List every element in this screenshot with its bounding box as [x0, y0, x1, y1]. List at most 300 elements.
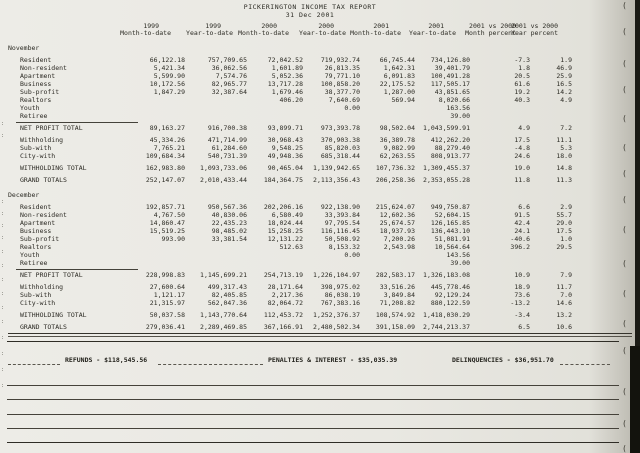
cell-value: 279,036.41 [145, 323, 185, 331]
cell-value: 412,262.20 [430, 136, 470, 144]
cell-value: 3,849.84 [383, 291, 415, 299]
cell-value: 7,765.21 [153, 144, 185, 152]
cell-value: 98,502.04 [379, 124, 415, 132]
scan-mark: ( [622, 143, 627, 152]
cell-value: 1,139,942.65 [313, 164, 360, 172]
cell-value: 1,121.17 [153, 291, 185, 299]
cell-value: 2,744,213.37 [423, 323, 470, 331]
scan-rule-line [8, 333, 632, 337]
cell-value: 39.00 [450, 259, 470, 267]
table-row [0, 323, 640, 331]
scan-mark: ( [622, 319, 627, 328]
cell-value: 29.5 [556, 243, 572, 251]
cell-value: 406.20 [279, 96, 303, 104]
cell-value: 367,166.91 [263, 323, 303, 331]
scan-mark: ( [622, 85, 627, 94]
cell-value: 38,377.70 [324, 88, 360, 96]
scan-mark: ( [622, 59, 627, 68]
cell-value: 62,263.55 [379, 152, 415, 160]
cell-value: 808,913.77 [430, 152, 470, 160]
penalties-interest-total: PENALTIES & INTEREST - $35,035.39 [268, 356, 398, 364]
cell-value: 950,567.36 [207, 203, 247, 211]
cell-value: 29.0 [556, 219, 572, 227]
cell-value: 6.6 [518, 203, 530, 211]
table-row [0, 112, 640, 120]
scan-mark: ( [622, 259, 627, 268]
cell-value: 14.2 [556, 88, 572, 96]
scan-mark: : [1, 199, 5, 205]
cell-value: 1.9 [560, 56, 572, 64]
cell-value: 55.7 [556, 211, 572, 219]
cell-value: 1,601.89 [271, 64, 303, 72]
cell-value: 33,381.54 [211, 235, 247, 243]
cell-value: 93,899.71 [267, 124, 303, 132]
cell-value: 73.6 [514, 291, 530, 299]
column-sub-header: Year-to-date [409, 29, 456, 37]
cell-value: -7.3 [514, 56, 530, 64]
table-row [0, 251, 640, 259]
cell-value: 5.3 [560, 144, 572, 152]
cell-value: 1,093,733.06 [200, 164, 247, 172]
row-label: Apartment [20, 219, 56, 227]
cell-value: 370,903.38 [320, 136, 360, 144]
scan-mark: ( [622, 225, 627, 234]
cell-value: 7.2 [560, 124, 572, 132]
cell-value: 27,600.64 [149, 283, 185, 291]
cell-value: 184,364.75 [263, 176, 303, 184]
scan-mark: ( [622, 387, 627, 396]
cell-value: 43,851.65 [434, 88, 470, 96]
cell-value: 116,116.45 [320, 227, 360, 235]
row-label: Realtors [20, 96, 52, 104]
row-label: Retiree [20, 112, 48, 120]
cell-value: 143.56 [446, 251, 470, 259]
column-sub-header: Year percent [511, 29, 558, 37]
table-row [0, 164, 640, 172]
cell-value: 14.8 [556, 164, 572, 172]
table-row [0, 235, 640, 243]
section-month-label: December [8, 191, 40, 199]
cell-value: 1,145,699.21 [200, 271, 247, 279]
cell-value: 880,122.59 [430, 299, 470, 307]
cell-value: 12,131.22 [267, 235, 303, 243]
cell-value: 92,129.24 [434, 291, 470, 299]
row-label: Non-resident [20, 64, 67, 72]
table-row [0, 152, 640, 160]
row-label: Sub-profit [20, 235, 60, 243]
column-year-header: 1999 [143, 22, 159, 30]
cell-value: 2,010,433.44 [200, 176, 247, 184]
cell-value: 82,965.77 [211, 80, 247, 88]
column-year-header: 1999 [205, 22, 221, 30]
cell-value: 15,519.25 [149, 227, 185, 235]
cell-value: 18,024.44 [267, 219, 303, 227]
cell-value: 6,091.83 [383, 72, 415, 80]
cell-value: 6.5 [518, 323, 530, 331]
column-sub-header: Year-to-date [186, 29, 233, 37]
cell-value: 2,113,356.43 [313, 176, 360, 184]
cell-value: 17.5 [556, 227, 572, 235]
column-sub-header: Month-to-date [120, 29, 171, 37]
cell-value: 33,393.84 [324, 211, 360, 219]
table-row [0, 136, 640, 144]
cell-value: 36,062.56 [211, 64, 247, 72]
table-row [0, 311, 640, 319]
row-label: Resident [20, 203, 52, 211]
scan-mark: ( [622, 195, 627, 204]
cell-value: 7,200.26 [383, 235, 415, 243]
cell-value: 21,315.97 [149, 299, 185, 307]
cell-value: 89,163.27 [149, 124, 185, 132]
cell-value: 10.9 [514, 271, 530, 279]
row-label: NET PROFIT TOTAL [20, 271, 83, 279]
cell-value: 2,480,502.34 [313, 323, 360, 331]
cell-value: 61,284.60 [211, 144, 247, 152]
cell-value: 91.5 [514, 211, 530, 219]
cell-value: 22,175.52 [379, 80, 415, 88]
cell-value: 14,860.47 [149, 219, 185, 227]
cell-value: 66,745.44 [379, 56, 415, 64]
cell-value: 13,717.28 [267, 80, 303, 88]
cell-value: 19.0 [514, 164, 530, 172]
cell-value: 922,138.90 [320, 203, 360, 211]
cell-value: 136,443.10 [430, 227, 470, 235]
cell-value: 39.00 [450, 112, 470, 120]
cell-value: 11.7 [556, 283, 572, 291]
cell-value: 471,714.99 [207, 136, 247, 144]
row-label: WITHHOLDING TOTAL [20, 311, 87, 319]
cell-value: 13.2 [556, 311, 572, 319]
cell-value: 2.9 [560, 203, 572, 211]
scan-mark: : [1, 249, 5, 255]
cell-value: 1,642.31 [383, 64, 415, 72]
cell-value: 202,206.16 [263, 203, 303, 211]
cell-value: 254,713.19 [263, 271, 303, 279]
report-title: PICKERINGTON INCOME TAX REPORT [243, 3, 377, 11]
cell-value: 7,640.69 [328, 96, 360, 104]
scan-rule-line [16, 122, 138, 123]
row-label: NET PROFIT TOTAL [20, 124, 83, 132]
cell-value: 7,574.76 [215, 72, 247, 80]
row-label: City-with [20, 152, 56, 160]
column-year-header: 2001 vs 2000 [511, 22, 558, 30]
column-sub-header: Month-to-date [350, 29, 401, 37]
cell-value: 1,043,599.91 [423, 124, 470, 132]
cell-value: 949,750.87 [430, 203, 470, 211]
scan-mark: : [1, 367, 5, 373]
scan-mark: : [1, 305, 5, 311]
table-row [0, 64, 640, 72]
cell-value: 86,038.19 [324, 291, 360, 299]
cell-value: 1,226,104.97 [313, 271, 360, 279]
cell-value: 45,334.26 [149, 136, 185, 144]
table-row [0, 104, 640, 112]
cell-value: 22,435.23 [211, 219, 247, 227]
cell-value: 1.0 [560, 235, 572, 243]
scan-mark: ( [622, 27, 627, 36]
cell-value: 100,491.28 [430, 72, 470, 80]
cell-value: 7.9 [560, 271, 572, 279]
cell-value: 40.3 [514, 96, 530, 104]
scan-rule-line [7, 442, 619, 443]
row-label: Youth [20, 104, 40, 112]
cell-value: 71,208.82 [379, 299, 415, 307]
cell-value: 5,421.34 [153, 64, 185, 72]
cell-value: 5,052.36 [271, 72, 303, 80]
cell-value: 0.00 [344, 251, 360, 259]
cell-value: 18.9 [514, 283, 530, 291]
scan-mark: : [1, 319, 5, 325]
cell-value: 228,998.83 [145, 271, 185, 279]
cell-value: 112,453.72 [263, 311, 303, 319]
cell-value: 8,153.32 [328, 243, 360, 251]
cell-value: 36,389.78 [379, 136, 415, 144]
row-label: GRAND TOTALS [20, 176, 67, 184]
cell-value: 107,736.32 [375, 164, 415, 172]
table-row [0, 283, 640, 291]
row-label: Withholding [20, 283, 64, 291]
cell-value: 98,485.02 [211, 227, 247, 235]
table-row [0, 243, 640, 251]
column-year-header: 2001 [428, 22, 444, 30]
table-row [0, 299, 640, 307]
section-month-label: November [8, 44, 40, 52]
cell-value: 49,948.36 [267, 152, 303, 160]
cell-value: 1.8 [518, 64, 530, 72]
table-row [0, 227, 640, 235]
cell-value: 396.2 [510, 243, 530, 251]
scan-mark: ( [622, 169, 627, 178]
table-row [0, 176, 640, 184]
report-footer [0, 356, 640, 365]
table-row [0, 80, 640, 88]
cell-value: 24.1 [514, 227, 530, 235]
cell-value: 719,932.74 [320, 56, 360, 64]
cell-value: 916,700.38 [207, 124, 247, 132]
delinquencies-total: DELINQUENCIES - $36,951.70 [452, 356, 554, 364]
cell-value: 30,968.43 [267, 136, 303, 144]
cell-value: 973,393.78 [320, 124, 360, 132]
cell-value: 17.5 [514, 136, 530, 144]
cell-value: 192,857.71 [145, 203, 185, 211]
row-label: Apartment [20, 72, 56, 80]
scan-mark: : [1, 211, 5, 217]
cell-value: 16.5 [556, 80, 572, 88]
cell-value: 25.9 [556, 72, 572, 80]
cell-value: 97,795.54 [324, 219, 360, 227]
cell-value: 215,624.07 [375, 203, 415, 211]
cell-value: 1,143,770.64 [200, 311, 247, 319]
cell-value: 66,122.18 [149, 56, 185, 64]
column-headers [0, 22, 640, 37]
scan-mark: : [1, 263, 5, 269]
cell-value: 109,684.34 [145, 152, 185, 160]
cell-value: 757,709.65 [207, 56, 247, 64]
cell-value: 734,126.80 [430, 56, 470, 64]
cell-value: 993.90 [161, 235, 185, 243]
cell-value: 163.56 [446, 104, 470, 112]
table-row [0, 291, 640, 299]
scan-rule-line [16, 269, 138, 270]
cell-value: 24.6 [514, 152, 530, 160]
cell-value: 33,516.26 [379, 283, 415, 291]
cell-value: 1,309,455.37 [423, 164, 470, 172]
scan-mark: : [1, 235, 5, 241]
column-year-header: 2001 [373, 22, 389, 30]
cell-value: 7.0 [560, 291, 572, 299]
column-year-header: 2000 [318, 22, 334, 30]
cell-value: 1,287.00 [383, 88, 415, 96]
table-row [0, 219, 640, 227]
cell-value: -4.8 [514, 144, 530, 152]
scan-mark: ( [622, 346, 627, 355]
refunds-total: REFUNDS - $118,545.56 [65, 356, 148, 364]
cell-value: 398,975.02 [320, 283, 360, 291]
cell-value: 569.94 [391, 96, 415, 104]
cell-value: 499,317.43 [207, 283, 247, 291]
cell-value: 685,318.44 [320, 152, 360, 160]
row-label: Withholding [20, 136, 64, 144]
report-date: 31 Dec 2001 [285, 11, 335, 19]
table-row [0, 271, 640, 279]
scan-mark: ( [622, 1, 627, 10]
scan-mark: ( [622, 114, 627, 123]
column-sub-header: Month percent [465, 29, 516, 37]
cell-value: 15,258.25 [267, 227, 303, 235]
cell-value: 4.9 [518, 124, 530, 132]
row-label: Retiree [20, 259, 48, 267]
scan-mark: ( [622, 444, 627, 453]
cell-value: 1,326,183.08 [423, 271, 470, 279]
row-label: Realtors [20, 243, 52, 251]
table-row [0, 124, 640, 132]
table-row [0, 259, 640, 267]
cell-value: 391,158.09 [375, 323, 415, 331]
row-label: City-with [20, 299, 56, 307]
row-label: Non-resident [20, 211, 67, 219]
cell-value: 14.6 [556, 299, 572, 307]
cell-value: 82,405.85 [211, 291, 247, 299]
report-table [0, 37, 640, 337]
scan-edge-blotch [630, 346, 640, 453]
table-row [0, 144, 640, 152]
cell-value: 82,064.72 [267, 299, 303, 307]
table-row [0, 96, 640, 104]
table-row [0, 72, 640, 80]
scan-rule-line [7, 341, 619, 342]
cell-value: 61.6 [514, 80, 530, 88]
scan-mark: : [1, 351, 5, 357]
column-sub-header: Year-to-date [299, 29, 346, 37]
row-label: GRAND TOTALS [20, 323, 67, 331]
scan-mark: : [1, 291, 5, 297]
row-label: Sub-with [20, 291, 52, 299]
cell-value: 9,082.99 [383, 144, 415, 152]
cell-value: 28,171.64 [267, 283, 303, 291]
row-label: Resident [20, 56, 52, 64]
scan-mark: : [1, 383, 5, 389]
cell-value: 540,731.39 [207, 152, 247, 160]
cell-value: 1,679.46 [271, 88, 303, 96]
row-label: Business [20, 80, 52, 88]
column-year-header: 2000 [261, 22, 277, 30]
cell-value: 1,418,030.29 [423, 311, 470, 319]
cell-value: -13.2 [510, 299, 530, 307]
cell-value: 11.1 [556, 136, 572, 144]
cell-value: 40,830.06 [211, 211, 247, 219]
cell-value: 6,580.49 [271, 211, 303, 219]
cell-value: -40.6 [510, 235, 530, 243]
scan-rule-line [7, 399, 619, 400]
cell-value: 2,543.98 [383, 243, 415, 251]
cell-value: 5,599.90 [153, 72, 185, 80]
cell-value: 50,037.58 [149, 311, 185, 319]
cell-value: 26,813.35 [324, 64, 360, 72]
cell-value: 46.9 [556, 64, 572, 72]
cell-value: 1,847.29 [153, 88, 185, 96]
cell-value: 9,548.25 [271, 144, 303, 152]
cell-value: 1,252,376.37 [313, 311, 360, 319]
scan-rule-line [7, 428, 619, 429]
cell-value: -3.4 [514, 311, 530, 319]
scan-rule-line [7, 414, 619, 415]
row-label: Sub-profit [20, 88, 60, 96]
row-label: Business [20, 227, 52, 235]
cell-value: 562,047.36 [207, 299, 247, 307]
cell-value: 0.00 [344, 104, 360, 112]
column-sub-header: Month-to-date [238, 29, 289, 37]
cell-value: 4,767.50 [153, 211, 185, 219]
cell-value: 50,508.92 [324, 235, 360, 243]
cell-value: 39,401.79 [434, 64, 470, 72]
cell-value: 11.3 [556, 176, 572, 184]
cell-value: 19.2 [514, 88, 530, 96]
cell-value: 11.8 [514, 176, 530, 184]
cell-value: 88,279.40 [434, 144, 470, 152]
cell-value: 90,465.04 [267, 164, 303, 172]
cell-value: 10,172.56 [149, 80, 185, 88]
table-row [0, 203, 640, 211]
cell-value: 10.6 [556, 323, 572, 331]
cell-value: 4.9 [560, 96, 572, 104]
cell-value: 20.5 [514, 72, 530, 80]
scan-mark: ( [622, 419, 627, 428]
cell-value: 10,564.64 [434, 243, 470, 251]
scan-mark: : [1, 121, 5, 127]
cell-value: 18,937.93 [379, 227, 415, 235]
scan-rule-line [7, 385, 619, 386]
cell-value: 8,020.66 [438, 96, 470, 104]
cell-value: 32,387.64 [211, 88, 247, 96]
scan-mark: : [1, 335, 5, 341]
cell-value: 282,583.17 [375, 271, 415, 279]
cell-value: 72,042.52 [267, 56, 303, 64]
cell-value: 162,983.80 [145, 164, 185, 172]
scan-mark: : [1, 133, 5, 139]
cell-value: 126,165.85 [430, 219, 470, 227]
cell-value: 206,258.36 [375, 176, 415, 184]
cell-value: 108,574.92 [375, 311, 415, 319]
table-row [0, 85, 640, 96]
cell-value: 2,217.36 [271, 291, 303, 299]
cell-value: 42.4 [514, 219, 530, 227]
row-label: WITHHOLDING TOTAL [20, 164, 87, 172]
table-row [0, 56, 640, 64]
cell-value: 12,602.36 [379, 211, 415, 219]
cell-value: 18.0 [556, 152, 572, 160]
table-row [0, 211, 640, 219]
cell-value: 767,383.16 [320, 299, 360, 307]
